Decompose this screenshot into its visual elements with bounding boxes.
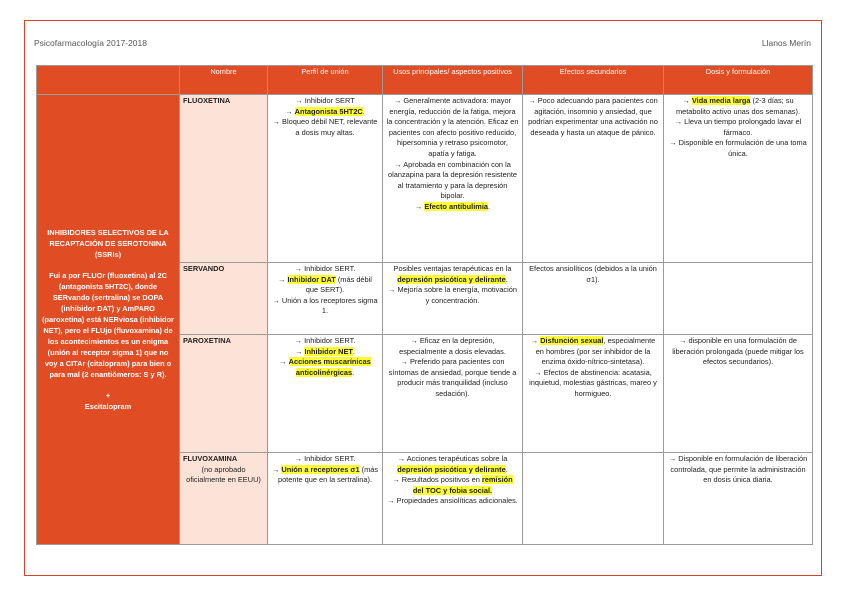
arrow-text: → xyxy=(295,346,305,356)
group-title: INHIBIDORES SELECTIVOS DE LA RECAPTACIÓN DE SEROTONINA (SSRIs) xyxy=(47,228,169,259)
efectos-cell xyxy=(523,263,664,335)
text-line: → Mejoría sobre la energía, motivación y concentración. xyxy=(388,285,517,305)
text-fragment: (más potente que en la sertralina). xyxy=(277,464,379,485)
dosis-cell xyxy=(664,263,813,335)
highlight-text: Disfunción sexual xyxy=(540,336,604,345)
text-line xyxy=(386,454,519,475)
highlight-text: Unión a receptores σ1 xyxy=(281,464,360,474)
text-fragment: Posibles ventajas terapéuticas en la xyxy=(393,264,512,273)
perfil-cell xyxy=(268,453,383,545)
highlight-text: Efecto antibulimia xyxy=(424,201,489,211)
usos-cell xyxy=(383,95,523,263)
text-line: → Aprobada en combinación con la olanzapina para la depresión resistente al tratamiento y para la depresión bipolar. xyxy=(387,159,517,201)
text-line: → disponible en una formulación de liberación prolongada (puede mitigar los efectos secundarios). xyxy=(672,336,804,367)
text-line xyxy=(271,465,379,486)
text-line: → Inhibidor SERT. xyxy=(294,454,356,463)
header-blank xyxy=(37,66,180,95)
text-line xyxy=(526,336,660,368)
drug-name-fluoxetina: FLUOXETINA xyxy=(180,95,268,263)
text-fragment: , especialmente en hombres (por ser inhibidor de la enzima óxido-nítrico-sintetasa). xyxy=(535,336,656,367)
drug-name-note: (no aprobado oficialmente en EEUU) xyxy=(186,464,261,485)
col-header-efectos: Efectos secundarios xyxy=(523,66,664,95)
dosis-cell xyxy=(664,335,813,453)
efectos-cell xyxy=(523,95,664,263)
text-line: → Generalmente activadora: mayor energía, reducción de la fatiga, mejora la concentración y la atención. Eficaz en pacientes con afecto positivo reducido, hipersomnia y retraso psicomotor, apatía y fatiga. xyxy=(386,96,519,158)
col-header-usos: Usos principales/ aspectos positivos xyxy=(383,66,523,95)
group-cell xyxy=(37,95,180,545)
drug-name-servando: SERVANDO xyxy=(180,263,268,335)
group-plus: + xyxy=(105,391,111,400)
usos-cell xyxy=(383,453,523,545)
arrow-text: → xyxy=(414,201,425,211)
perfil-cell xyxy=(268,335,383,453)
text-line xyxy=(386,264,519,285)
highlight-text: Inhibidor DAT xyxy=(287,274,336,284)
usos-cell xyxy=(383,263,523,335)
text-fragment: → Acciones terapéuticas sobre la xyxy=(397,454,508,463)
text-line xyxy=(271,357,379,378)
text-fragment: (2-3 días; su metabolito activo unas dos semanas). xyxy=(675,96,801,116)
text-line: → Inhibidor SERT. xyxy=(294,336,356,345)
text-line: → Bloqueo débil NET, relevante a dosis muy altas. xyxy=(272,117,378,137)
col-header-nombre: Nombre xyxy=(180,66,268,95)
highlight-text: Antagonista 5HT2C xyxy=(294,106,363,116)
drug-name-fluvoxamina xyxy=(180,453,268,545)
efectos-cell xyxy=(523,335,664,453)
text-line: → Inhibidor SERT xyxy=(295,96,355,105)
arrow-text: → xyxy=(271,464,282,474)
text-line xyxy=(667,96,809,117)
text-fragment: → Resultados positivos en xyxy=(392,475,482,485)
text-fragment: . xyxy=(505,274,508,284)
header-author: Llanos Merín xyxy=(761,38,811,48)
text-fragment: (más débil que SERT). xyxy=(305,274,372,295)
highlight-text: Vida media larga xyxy=(691,96,751,105)
drug-name-text: FLUVOXAMINA xyxy=(183,454,238,463)
text-line xyxy=(386,202,519,213)
text-line: → Disponible en formulación de liberación controlada, que permite la administración en dosis única diaria. xyxy=(668,454,808,485)
text-line: → Eficaz en la depresión, especialmente a dosis elevadas. xyxy=(399,336,506,356)
perfil-cell xyxy=(268,263,383,335)
arrow-text: → xyxy=(278,274,288,284)
text-line xyxy=(271,347,379,358)
text-line: → Propiedades ansiolíticas adicionales. xyxy=(387,496,518,506)
header-row xyxy=(37,66,813,95)
col-header-dosis: Dosis y formulación xyxy=(664,66,813,95)
highlight-text: depresión psicótica y delirante xyxy=(397,274,506,284)
ssri-table xyxy=(36,65,813,545)
text-line xyxy=(271,275,379,296)
perfil-cell xyxy=(268,95,383,263)
highlight-text: depresión psicótica y delirante xyxy=(397,464,506,474)
usos-cell xyxy=(383,335,523,453)
col-header-perfil: Perfil de unión xyxy=(268,66,383,95)
arrow-text: → xyxy=(279,357,289,367)
text-fragment: . xyxy=(352,346,355,356)
text-line xyxy=(386,475,519,496)
text-line: → Unión a los receptores sigma 1. xyxy=(272,295,378,316)
text-line: → Lleva un tiempo prolongado lavar el fármaco. xyxy=(674,117,802,137)
text-line: → Preferido para pacientes con síntomas de ansiedad, porque tiende a producir más tranquilidad (incluso sedación). xyxy=(388,357,517,398)
text-line xyxy=(271,107,379,118)
highlight-text: Acciones muscarínicas anticolinérgicas xyxy=(288,357,371,377)
table-row xyxy=(37,95,813,263)
text-fragment: . xyxy=(362,106,365,116)
text-line: → Poco adecuando para pacientes con agitación, insomnio y ansiedad, que podrían experimentar una activación no deseada y hasta un ataque de pánico. xyxy=(528,96,658,137)
drug-name-paroxetina: PAROXETINA xyxy=(180,335,268,453)
group-extra: Escitalopram xyxy=(84,402,132,411)
text-line: Efectos ansiolíticos (debidos a la unión σ1). xyxy=(529,264,657,284)
text-line: → Disponible en formulación de una toma única. xyxy=(669,138,807,158)
text-line: → Efectos de abstinencia: acatasia, inquietud, molestias gástricas, mareo y hormigueo. xyxy=(529,367,657,398)
arrow-text: → xyxy=(530,336,541,345)
highlight-text: Inhibidor NET xyxy=(304,346,353,356)
text-fragment: . xyxy=(352,367,355,377)
arrow-text: → xyxy=(285,106,295,116)
text-fragment: . xyxy=(488,201,491,211)
text-line: → Inhibidor SERT. xyxy=(294,264,356,273)
dosis-cell xyxy=(664,453,813,545)
group-mnemonic: Fui a por FLUOr (fluoxetina) al 2C (antagonista 5HT2C), donde SERvando (sertralina) se DOPA (inhibidor DAT) y AmPARO (paroxetina) está NERviosa (inhibidor NET), pero el FLUjo (fluvoxamina) de los acontecimientos es un enigma (unión al receptor sigma 1) que no voy a CITAr (citalopram) para bien o para mal (2 enantiómeros: S y R). xyxy=(42,271,174,379)
highlight-text: remisión del TOC y fobia social. xyxy=(412,475,513,495)
text-fragment: . xyxy=(505,464,508,474)
efectos-cell xyxy=(523,453,664,545)
header-course: Psicofarmacología 2017-2018 xyxy=(34,38,147,48)
dosis-cell xyxy=(664,95,813,263)
arrow-text: → xyxy=(682,96,692,105)
